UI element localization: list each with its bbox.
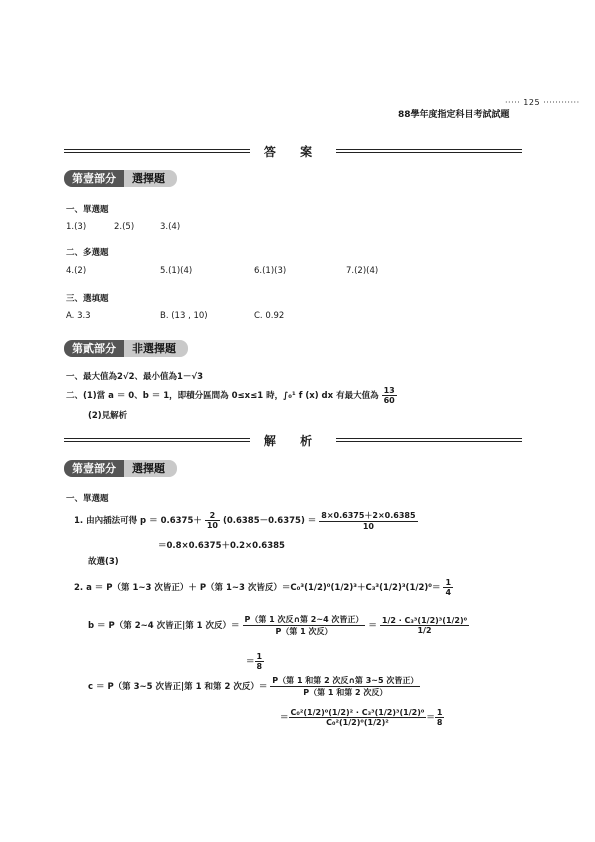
fill-heading: 三、選填題	[66, 294, 109, 304]
fraction-denominator: P（第 1 和第 2 次反）	[303, 688, 388, 697]
tab-part-label: 第貳部分	[64, 340, 126, 357]
rule-line-left	[64, 438, 250, 442]
fraction-numerator: 8×0.6375＋2×0.6385	[321, 511, 416, 520]
tab-type-label: 非選擇題	[124, 340, 188, 357]
fraction-denominator: 10	[206, 521, 218, 530]
book-title: 88學年度指定科目考試試題	[398, 110, 510, 120]
p2-b-fraction-2	[380, 616, 469, 635]
tab-part-label: 第壹部分	[64, 170, 126, 187]
answers-part1-tab	[64, 170, 177, 187]
p1-fraction-1	[205, 511, 220, 530]
fraction-denominator: P（第 1 次反）	[275, 627, 333, 636]
analysis-p1-line1	[74, 510, 418, 531]
max-value-fraction	[382, 386, 397, 405]
multi-heading: 二、多選題	[66, 248, 109, 258]
fraction-denominator: C₀²(1/2)⁰(1/2)²	[326, 718, 389, 727]
fraction-denominator: 8	[256, 662, 263, 671]
p1-text-b: (0.6385－0.6375) ＝	[222, 516, 317, 526]
tab-type-label: 選擇題	[124, 170, 177, 187]
analysis-single-heading: 一、單選題	[66, 494, 109, 504]
rule-line-right	[336, 149, 522, 153]
fill-answer-c: C. 0.92	[254, 311, 285, 321]
fraction-denominator: 4	[445, 588, 452, 597]
p2-a-text: 2. a ＝ P（第 1~3 次皆正）＋ P（第 1~3 次皆反）＝C₀³(1/2)⁰(1/2)³＋C₃³(1/2)³(1/2)⁰＝	[74, 583, 441, 593]
analysis-p2-b	[88, 614, 469, 637]
p2-b-result-fraction	[255, 652, 265, 671]
fraction-denominator: 1/2	[417, 626, 432, 635]
answers-title: 答 案	[263, 145, 323, 159]
multi-answer-6: 6.(1)(3)	[254, 266, 287, 276]
nonchoice-answer-2a	[66, 386, 397, 405]
fraction-numerator: 1	[436, 708, 443, 717]
p2-b-fraction-1	[243, 614, 366, 637]
analysis-p2-c	[88, 675, 420, 698]
multi-answer-7: 7.(2)(4)	[346, 266, 379, 276]
fraction-denominator: 10	[362, 522, 374, 531]
answers-part2-tab	[64, 340, 188, 357]
single-answer-2: 2.(5)	[114, 222, 135, 232]
rule-line-right	[336, 438, 522, 442]
multi-answer-4: 4.(2)	[66, 266, 87, 276]
p2-c-fraction-1	[270, 675, 420, 698]
p1-fraction-2	[319, 510, 417, 531]
p2-c-fraction-2	[289, 708, 427, 727]
nonchoice-answer-2b: (2)見解析	[88, 411, 128, 421]
analysis-p2-c-result: ＝ $\frac{\text{C₀²(1/2)⁰(1/2)² · C₃³(1/2)³(1/2)⁰}}{\text{C₀²(1/2)⁰(1/2)²}}$ ＝ $\frac{1}{8}$	[280, 708, 443, 727]
nonchoice-answer-2a-text: 二、(1)當 a ＝ 0、b ＝ 1，即積分區間為 0≤x≤1 時，∫₀¹ f (x) dx 有最大值為	[66, 391, 379, 401]
p2-c-label: c ＝ P（第 3~5 次皆正|第 1 和第 2 次反）＝	[88, 682, 268, 692]
single-answer-1: 1.(3)	[66, 222, 87, 232]
fraction-numerator: 13	[383, 386, 395, 395]
fraction-denominator: 60	[383, 396, 395, 405]
analysis-p2-line1	[74, 578, 453, 597]
p2-a-fraction	[443, 578, 453, 597]
tab-type-label: 選擇題	[124, 460, 177, 477]
analysis-title: 解 析	[263, 434, 323, 448]
fill-answer-a: A. 3.3	[66, 311, 91, 321]
fraction-numerator: 1/2 · C₃³(1/2)³(1/2)⁰	[381, 616, 468, 625]
page-number: ····· 125 ············	[505, 98, 580, 107]
p2-b-equals: ＝	[368, 621, 377, 631]
analysis-part1-tab	[64, 460, 177, 477]
fraction-numerator: 1	[256, 652, 263, 661]
analysis-p2-b-result: ＝ $\frac{1}{8}$	[246, 652, 263, 671]
nonchoice-answer-1: 一、最大值為2√2、最小值為1－√3	[66, 372, 203, 382]
single-heading: 一、單選題	[66, 205, 109, 215]
single-answer-3: 3.(4)	[160, 222, 181, 232]
page-number-value: 125	[523, 98, 541, 107]
fraction-numerator: 2	[205, 511, 220, 521]
fraction-denominator: 8	[436, 718, 443, 727]
p1-text-a: 1. 由內插法可得 p ＝ 0.6375＋	[74, 516, 202, 526]
analysis-p1-line3: 故選(3)	[88, 557, 119, 567]
p2-c-result-fraction	[435, 708, 445, 727]
fraction-numerator: 1	[445, 578, 452, 587]
multi-answer-5: 5.(1)(4)	[160, 266, 193, 276]
analysis-rule	[64, 432, 522, 450]
fraction-numerator: P（第 1 次反∩第 2~4 次皆正）	[244, 615, 364, 624]
fraction-numerator: C₀²(1/2)⁰(1/2)² · C₃³(1/2)³(1/2)⁰	[290, 708, 425, 717]
rule-line-left	[64, 149, 250, 153]
fill-answer-b: B. (13 , 10)	[160, 311, 208, 321]
analysis-p1-line2: ＝0.8×0.6375＋0.2×0.6385	[158, 541, 285, 551]
answers-rule	[64, 143, 522, 161]
fraction-numerator: P（第 1 和第 2 次反∩第 3~5 次皆正）	[272, 676, 419, 685]
p2-b-label: b ＝ P（第 2~4 次皆正|第 1 次反）＝	[88, 621, 240, 631]
tab-part-label: 第壹部分	[64, 460, 126, 477]
